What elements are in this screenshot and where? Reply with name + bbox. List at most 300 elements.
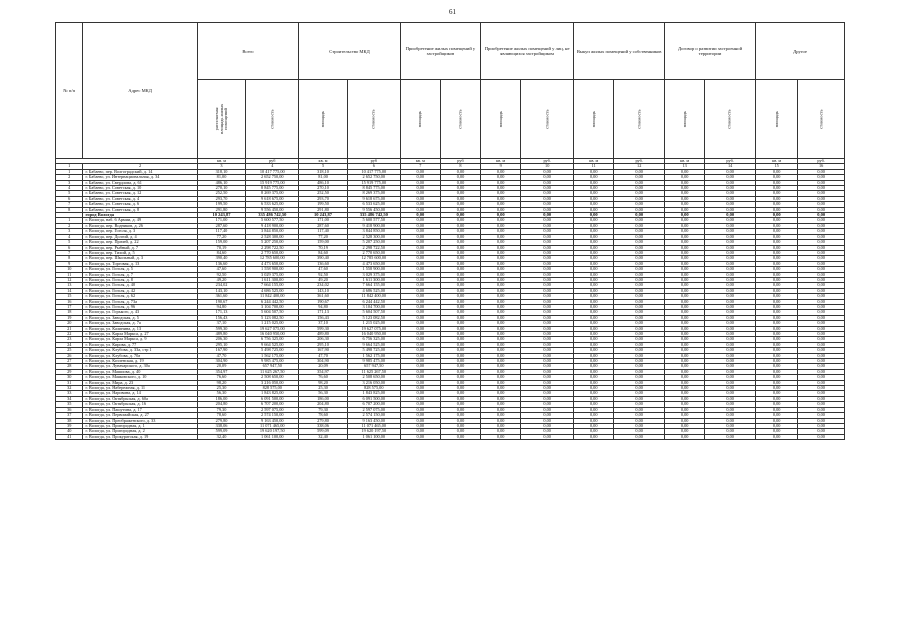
table-cell: 20,09	[299, 364, 348, 369]
table-cell: 0,00	[705, 175, 756, 180]
table-cell: 0,00	[756, 186, 798, 191]
table-cell: 0,00	[756, 277, 798, 282]
table-cell: 0,00	[756, 332, 798, 337]
table-cell: 0,00	[481, 267, 521, 272]
table-cell: 0,00	[705, 288, 756, 293]
table-cell: 1 061 100,00	[347, 434, 400, 439]
table-cell: 0,00	[614, 267, 665, 272]
table-cell: 31	[56, 380, 83, 385]
table-cell: 0,00	[481, 256, 521, 261]
table-cell: 2 770 650,00	[347, 250, 400, 255]
table-cell: 0,00	[440, 326, 480, 331]
table-cell: 0,00	[614, 413, 665, 418]
table-cell: 361,60	[197, 294, 246, 299]
col-header-address: Адрес МКД	[83, 23, 197, 159]
table-cell: 354,97	[197, 369, 246, 374]
sub-header-cost: стоимость	[246, 80, 299, 159]
unit-cell: кв. м	[665, 159, 705, 164]
table-cell: 1	[56, 218, 83, 223]
table-cell: 0,00	[400, 304, 440, 309]
col-header-num: № п/п	[56, 23, 83, 159]
table-cell: 9 163 450,00	[347, 418, 400, 423]
table-cell: 304,90	[299, 359, 348, 364]
table-cell: 0,00	[756, 353, 798, 358]
table-cell: 0,00	[481, 213, 521, 218]
table-cell: 0,00	[574, 413, 614, 418]
table-cell: 0,00	[481, 326, 521, 331]
table-cell: 0,00	[798, 407, 845, 412]
table-cell: 0,00	[521, 196, 574, 201]
table-cell: 47,60	[197, 267, 246, 272]
table-cell: 0,00	[665, 413, 705, 418]
table-cell: 98,20	[197, 380, 246, 385]
table-cell: 0,00	[614, 337, 665, 342]
table-cell: 489,80	[197, 332, 246, 337]
table-cell: 0,00	[756, 429, 798, 434]
table-cell: 15	[56, 294, 83, 299]
table-cell: 7	[56, 250, 83, 255]
column-number-cell: 12	[614, 164, 665, 169]
table-cell: 0,00	[798, 337, 845, 342]
table-cell: 0,00	[614, 407, 665, 412]
table-cell: 0,00	[440, 250, 480, 255]
table-cell: 0,00	[400, 261, 440, 266]
table-cell: г. Вологда, пер. Школьный, д. 3	[83, 256, 197, 261]
table-cell: 1 215 025,00	[246, 321, 299, 326]
table-cell: 9 556 450,00	[246, 207, 299, 212]
table-cell: 0,00	[574, 272, 614, 277]
table-cell: 0,00	[521, 396, 574, 401]
table-cell: 0,00	[798, 369, 845, 374]
table-cell: 0,00	[614, 240, 665, 245]
table-cell: 0,00	[756, 272, 798, 277]
unit-cell: кв. м	[481, 159, 521, 164]
table-cell: г. Вологда, ул. Гоголя, д. 7	[83, 272, 197, 277]
table-cell: 0,00	[574, 261, 614, 266]
table-cell: 0,00	[705, 169, 756, 174]
table-cell: 0,00	[521, 375, 574, 380]
table-cell: 252,50	[197, 191, 246, 196]
table-cell: 0,00	[574, 294, 614, 299]
table-cell: 0,00	[521, 294, 574, 299]
table-cell: 8 845 775,00	[246, 186, 299, 191]
table-cell: 0,00	[440, 202, 480, 207]
table-cell: 0,00	[440, 321, 480, 326]
table-cell: 0,00	[521, 202, 574, 207]
table-cell: 0,00	[665, 386, 705, 391]
table-cell: 293,70	[197, 196, 246, 201]
table-cell: 0,00	[705, 213, 756, 218]
table-cell: 159,00	[299, 240, 348, 245]
table-cell: 0,00	[614, 277, 665, 282]
table-cell: 0,00	[705, 272, 756, 277]
table-cell: 0,00	[665, 261, 705, 266]
table-cell: 0,00	[614, 418, 665, 423]
table-cell: 0,00	[798, 240, 845, 245]
table-cell: 0,00	[481, 348, 521, 353]
table-cell: г. Вологда, ул. Карла Маркса, д. 27	[83, 332, 197, 337]
table-cell: 0,00	[574, 229, 614, 234]
table-cell: 0,00	[665, 429, 705, 434]
table-cell: 0,00	[574, 423, 614, 428]
table-cell: 0,00	[756, 196, 798, 201]
table-cell: 2 597 075,00	[246, 407, 299, 412]
table-cell: 0,00	[756, 369, 798, 374]
table-cell: 0,00	[756, 326, 798, 331]
table-cell: 293,70	[299, 196, 348, 201]
table-cell: 0,00	[756, 234, 798, 239]
table-cell: 0,00	[705, 402, 756, 407]
table-cell: 0,00	[574, 175, 614, 180]
table-cell: 8	[56, 207, 83, 212]
table-cell: 84,60	[299, 250, 348, 255]
table-cell: 0,00	[798, 304, 845, 309]
table-cell: 0,00	[521, 386, 574, 391]
table-cell: 1 562 175,00	[246, 353, 299, 358]
table-cell: 0,00	[756, 202, 798, 207]
table-cell: 0,00	[665, 315, 705, 320]
sub-header-cost: стоимость	[440, 80, 480, 159]
table-cell: 0,00	[705, 240, 756, 245]
table-cell: 0,00	[798, 402, 845, 407]
table-cell: 0,00	[614, 386, 665, 391]
table-cell: 0,00	[798, 294, 845, 299]
table-cell: 0,00	[798, 207, 845, 212]
table-cell: 171,13	[197, 310, 246, 315]
table-cell: 92,50	[197, 272, 246, 277]
table-cell: 25	[56, 348, 83, 353]
table-cell: 0,00	[614, 213, 665, 218]
table-cell: 0,00	[574, 240, 614, 245]
table-cell: 6 091 500,00	[246, 396, 299, 401]
table-cell: 0,00	[400, 353, 440, 358]
table-cell: 3 104 700,00	[347, 304, 400, 309]
table-cell: 0,00	[756, 223, 798, 228]
column-number-cell: 16	[798, 164, 845, 169]
table-cell: 0,00	[400, 223, 440, 228]
table-cell: 0,00	[798, 277, 845, 282]
table-cell: 136,60	[299, 261, 348, 266]
table-cell: 0,00	[521, 191, 574, 196]
table-cell: 0,00	[400, 186, 440, 191]
table-cell: 29	[56, 369, 83, 374]
table-cell: 0,00	[521, 272, 574, 277]
table-cell: 0,00	[440, 294, 480, 299]
table-cell: 2 652 750,00	[347, 175, 400, 180]
table-cell: 8 269 375,00	[246, 191, 299, 196]
table-cell: 0,00	[481, 299, 521, 304]
table-cell: 0,00	[798, 332, 845, 337]
table-cell: 0,00	[400, 348, 440, 353]
table-cell: 0,00	[614, 245, 665, 250]
table-cell: г. Вологда, ул. Пашутина, д. 17	[83, 407, 197, 412]
group-header-purchase-non-developers: Приобретение жилых помещений у лиц, не являющихся застройщиком	[481, 23, 574, 80]
table-cell: 0,00	[756, 418, 798, 423]
table-cell: г. Бабаево, ул. Советская, д. 12	[83, 191, 197, 196]
table-cell: 0,00	[756, 175, 798, 180]
table-cell: 0,00	[481, 294, 521, 299]
table-cell: 361,60	[299, 294, 348, 299]
table-cell: 486,10	[299, 180, 348, 185]
table-cell: 1 558 900,00	[246, 267, 299, 272]
table-cell: г. Вологда, ул. Гоголя, д. 8	[83, 277, 197, 282]
table-cell: 9 985 475,00	[347, 359, 400, 364]
table-cell: 2 508 650,00	[246, 375, 299, 380]
table-cell: 2 597 075,00	[347, 407, 400, 412]
table-cell: 0,00	[521, 169, 574, 174]
table-cell: 5	[56, 240, 83, 245]
table-cell: 11	[56, 272, 83, 277]
table-cell: г. Вологда, ул. Пригородная, д. 2	[83, 429, 197, 434]
table-cell: 0,00	[481, 418, 521, 423]
table-cell: 20	[56, 321, 83, 326]
table-cell: 0,00	[756, 423, 798, 428]
table-cell: 0,00	[574, 267, 614, 272]
table-cell: г. Бабаево, ул. Советская, д. 10	[83, 186, 197, 191]
table-cell: 18	[56, 310, 83, 315]
table-cell: 0,00	[665, 234, 705, 239]
table-cell: 12 785 600,00	[246, 256, 299, 261]
table-cell: 0,00	[400, 391, 440, 396]
table-cell: 78,60	[299, 413, 348, 418]
table-cell: 199,50	[299, 202, 348, 207]
table-cell: 94,80	[299, 304, 348, 309]
table-cell: 0,00	[756, 283, 798, 288]
table-cell: 0,00	[705, 396, 756, 401]
table-cell: 0,00	[400, 169, 440, 174]
table-cell: 5 600 577,50	[246, 218, 299, 223]
table-cell: 0,00	[521, 353, 574, 358]
table-cell: 0,00	[756, 169, 798, 174]
table-cell: 0,00	[756, 321, 798, 326]
table-cell: 28	[56, 364, 83, 369]
table-cell: 0,00	[756, 375, 798, 380]
table-cell: 1 843 825,00	[347, 391, 400, 396]
table-cell: 0,00	[798, 380, 845, 385]
table-cell: 17	[56, 304, 83, 309]
table-cell: 0,00	[665, 213, 705, 218]
table-cell: 1 562 175,00	[347, 353, 400, 358]
table-cell: г. Вологда, пер. Водников, д. 26	[83, 223, 197, 228]
table-cell: 0,00	[521, 407, 574, 412]
table-cell: 0,00	[521, 418, 574, 423]
table-cell: 0,00	[521, 256, 574, 261]
table-cell: 34	[56, 396, 83, 401]
table-cell: 11 842 400,00	[246, 294, 299, 299]
table-cell: 0,00	[665, 407, 705, 412]
table-cell: 2 528 300,00	[246, 234, 299, 239]
table-cell: 0,00	[798, 391, 845, 396]
table-cell: 23	[56, 337, 83, 342]
table-cell: г. Вологда, ул. Мира, д. 23	[83, 380, 197, 385]
table-cell: 0,00	[756, 348, 798, 353]
table-cell: 0,00	[481, 402, 521, 407]
table-cell: 0,00	[521, 213, 574, 218]
table-cell: 0,00	[574, 191, 614, 196]
table-cell: 0,00	[614, 191, 665, 196]
table-cell: 0,00	[521, 234, 574, 239]
table-cell: 0,00	[756, 180, 798, 185]
table-cell: 0,00	[440, 288, 480, 293]
table-cell: 0,00	[705, 386, 756, 391]
table-cell: 0,00	[798, 396, 845, 401]
table-cell: 0,00	[798, 315, 845, 320]
table-cell: 0,00	[614, 294, 665, 299]
table-cell: 6 244 442,50	[347, 299, 400, 304]
table-cell: 338,06	[197, 423, 246, 428]
table-cell: 3 216 050,00	[347, 380, 400, 385]
table-cell: 0,00	[798, 256, 845, 261]
table-cell: 3	[56, 180, 83, 185]
table-cell: 0,00	[574, 310, 614, 315]
table-cell: 94,80	[197, 304, 246, 309]
table-cell: 0,00	[705, 283, 756, 288]
table-cell: 0,00	[481, 407, 521, 412]
table-cell: 0,00	[614, 218, 665, 223]
table-cell: 0,00	[756, 342, 798, 347]
table-cell: 0,00	[481, 229, 521, 234]
table-cell: 0,00	[440, 261, 480, 266]
table-cell: 0,00	[440, 402, 480, 407]
table-cell: 3 844 850,00	[347, 229, 400, 234]
table-cell: г. Вологда, ул. Торговая, д. 13	[83, 261, 197, 266]
table-cell: 0,00	[521, 402, 574, 407]
table-cell: 0,00	[521, 369, 574, 374]
table-cell: 354,97	[299, 369, 348, 374]
table-cell: 2 574 150,00	[347, 413, 400, 418]
group-header-row	[56, 23, 845, 80]
table-cell: 9 163 450,00	[246, 418, 299, 423]
table-cell: 12	[56, 277, 83, 282]
table-cell: 0,00	[440, 375, 480, 380]
table-cell: 16	[56, 299, 83, 304]
table-cell: 117,40	[299, 229, 348, 234]
table-cell: 16 040 950,00	[246, 332, 299, 337]
table-cell: 2	[56, 175, 83, 180]
table-cell: 0,00	[440, 196, 480, 201]
table-cell: 0,00	[756, 310, 798, 315]
table-cell: 0,00	[614, 348, 665, 353]
table-cell: г. Бабаево, ул. Советская, д. 8	[83, 207, 197, 212]
table-cell: 5	[56, 191, 83, 196]
table-cell: 0,00	[798, 413, 845, 418]
table-cell: 0,00	[756, 434, 798, 439]
table-cell: 0,00	[440, 348, 480, 353]
table-cell: 47,70	[299, 353, 348, 358]
table-cell: 0,00	[614, 169, 665, 174]
table-cell: 0,00	[756, 359, 798, 364]
table-cell: 0,00	[440, 434, 480, 439]
table-cell: 0,00	[614, 321, 665, 326]
table-cell: 2 528 300,00	[347, 234, 400, 239]
table-cell: 2 652 750,00	[246, 175, 299, 180]
table-cell: 0,00	[440, 175, 480, 180]
sub-header-area: площадь	[574, 80, 614, 159]
table-cell: 0,00	[481, 315, 521, 320]
table-cell: 0,00	[665, 321, 705, 326]
table-cell: 49,20	[299, 277, 348, 282]
table-cell: 0,00	[400, 202, 440, 207]
table-cell: 0,00	[440, 180, 480, 185]
table-cell: 0,00	[665, 348, 705, 353]
table-cell: 0,00	[574, 288, 614, 293]
table-cell: 0,00	[614, 250, 665, 255]
table-cell: г. Вологда, ул. Октябрьская, д. 60а	[83, 396, 197, 401]
table-cell: 599,09	[197, 429, 246, 434]
table-cell: г. Бабаево, ул. Интернациональная, д. 34	[83, 175, 197, 180]
table-cell: 0,00	[574, 391, 614, 396]
table-cell: 19	[56, 315, 83, 320]
table-cell: г. Вологда, ул. Горького, д. 43	[83, 310, 197, 315]
table-cell: 0,00	[400, 272, 440, 277]
table-cell: 0,00	[400, 359, 440, 364]
table-cell: 291,80	[197, 207, 246, 212]
table-cell: 6 533 625,00	[347, 202, 400, 207]
table-cell: 0,00	[614, 380, 665, 385]
table-cell: 0,00	[400, 326, 440, 331]
table-cell: 287,60	[299, 223, 348, 228]
table-cell: 24	[56, 342, 83, 347]
table-cell: 98,20	[299, 380, 348, 385]
table-cell: 0,00	[756, 288, 798, 293]
table-cell: 0,00	[521, 304, 574, 309]
table-cell: 5 123 082,50	[246, 315, 299, 320]
table-cell: 0,00	[574, 186, 614, 191]
table-cell: 0,00	[521, 288, 574, 293]
table-cell: 0,00	[756, 256, 798, 261]
table-cell: 0,00	[481, 175, 521, 180]
table-cell: 0,00	[705, 337, 756, 342]
table-cell: 318,10	[299, 169, 348, 174]
table-cell: 0,00	[574, 396, 614, 401]
table-cell: 279,80	[299, 418, 348, 423]
table-cell: г. Вологда, пер. Тихий, д. 5	[83, 250, 197, 255]
unit-cell: руб	[440, 159, 480, 164]
table-cell: 0,00	[665, 267, 705, 272]
table-cell: 0,00	[798, 180, 845, 185]
table-cell: 0,00	[614, 175, 665, 180]
sub-header-cost: стоимость	[798, 80, 845, 159]
table-cell: 599,30	[197, 326, 246, 331]
table-cell: 0,00	[665, 218, 705, 223]
table-cell: 0,00	[614, 283, 665, 288]
table-cell: 0,00	[665, 272, 705, 277]
table-cell: 0,00	[440, 267, 480, 272]
table-cell: 5 207 250,00	[347, 240, 400, 245]
table-cell: 1 061 100,00	[246, 434, 299, 439]
table-cell: 0,00	[798, 169, 845, 174]
group-header-construction: Строительство МКД	[299, 23, 401, 80]
table-cell: 0,00	[705, 407, 756, 412]
table-cell: 390,40	[299, 256, 348, 261]
table-cell: 0,00	[400, 407, 440, 412]
table-cell: 0,00	[440, 353, 480, 358]
unit-cell: кв. м	[574, 159, 614, 164]
table-cell: 0,00	[705, 321, 756, 326]
table-cell: 0,00	[756, 299, 798, 304]
table-cell: 0,00	[665, 277, 705, 282]
table-cell: 204,80	[299, 402, 348, 407]
table-cell: 0,00	[400, 429, 440, 434]
table-cell: 234,02	[197, 283, 246, 288]
table-cell: 0,00	[440, 359, 480, 364]
table-cell: 0,00	[481, 218, 521, 223]
table-cell: 0,00	[400, 250, 440, 255]
table-cell: г. Вологда, ул. Гоголя, д. 5	[83, 267, 197, 272]
table-cell: 0,00	[481, 342, 521, 347]
table-cell: 828 575,00	[246, 386, 299, 391]
table-cell: 0,00	[665, 391, 705, 396]
